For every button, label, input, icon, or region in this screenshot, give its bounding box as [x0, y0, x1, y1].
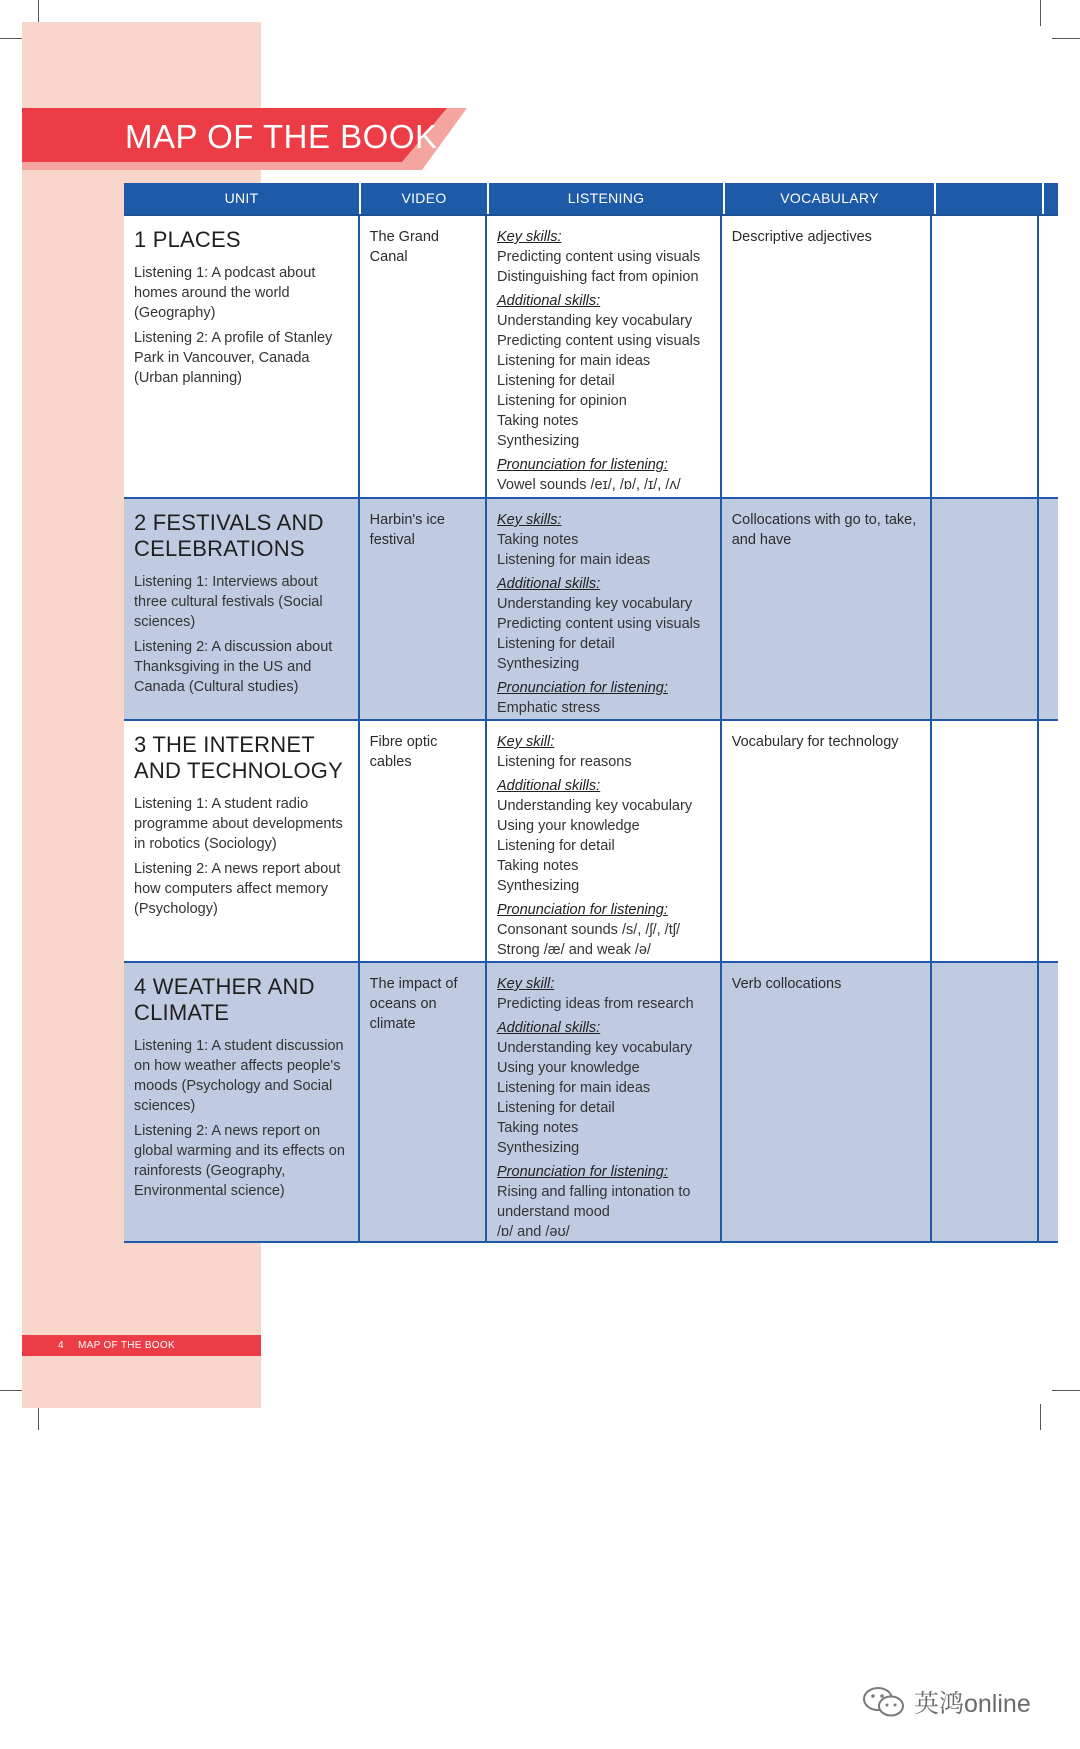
watermark-text: 英鸿online — [914, 1690, 1031, 1718]
extra-cell — [932, 721, 1039, 961]
skill-item: Listening for detail — [497, 373, 615, 389]
skill-item: Taking notes — [497, 858, 579, 874]
unit-title: 1 PLACES — [134, 227, 241, 252]
skill-item: Taking notes — [497, 1120, 579, 1136]
unit-listening-2: Listening 2: A profile of Stanley Park in Vancouver, Canada (Urban planning) — [134, 330, 333, 386]
listening-cell — [487, 963, 722, 1241]
skill-item: Understanding key vocabulary — [497, 596, 693, 612]
skills-heading: Key skills: — [497, 512, 562, 528]
skill-item: Vowel sounds /eɪ/, /ɒ/, /ɪ/, /ʌ/ — [497, 477, 681, 493]
listening-cell — [487, 499, 722, 719]
unit-listening-1: Listening 1: A podcast about homes around the world (Geography) — [134, 265, 316, 321]
skill-item: Listening for main ideas — [497, 1080, 651, 1096]
video-cell: The impact of oceans on climate — [360, 963, 487, 1241]
skill-item: Predicting content using visuals — [497, 249, 701, 265]
map-table — [124, 183, 1058, 1243]
skill-item: Synthesizing — [497, 433, 580, 449]
header-extra-2 — [1044, 183, 1058, 214]
header-listening: LISTENING — [489, 183, 725, 214]
crop-mark — [1052, 38, 1080, 39]
unit-listening-2: Listening 2: A discussion about Thanksgiving in the US and Canada (Cultural studies) — [134, 639, 333, 695]
skill-item: Taking notes — [497, 532, 579, 548]
extra-cell — [1039, 721, 1058, 961]
skill-item: Strong /æ/ and weak /ə/ — [497, 942, 651, 958]
skill-item: Synthesizing — [497, 1140, 580, 1156]
skills-heading: Pronunciation for listening: — [497, 902, 668, 918]
crop-mark — [1040, 1404, 1041, 1430]
unit-listening-1: Listening 1: Interviews about three cultural festivals (Social sciences) — [134, 574, 323, 630]
listening-cell — [487, 216, 722, 497]
listening-cell — [487, 721, 722, 961]
skill-item: Using your knowledge — [497, 818, 640, 834]
skill-item: /ɒ/ and /əʊ/ — [497, 1224, 570, 1240]
video-cell: The Grand Canal — [360, 216, 487, 497]
crop-mark — [1040, 0, 1041, 26]
skill-item: Synthesizing — [497, 656, 580, 672]
skills-heading: Additional skills: — [497, 778, 601, 794]
skill-item: Understanding key vocabulary — [497, 1040, 693, 1056]
wechat-icon — [862, 1686, 906, 1718]
skill-item: Predicting content using visuals — [497, 616, 701, 632]
unit-cell — [124, 963, 360, 1241]
crop-mark — [1052, 1390, 1080, 1391]
skills-heading: Pronunciation for listening: — [497, 457, 668, 473]
skill-item: Understanding key vocabulary — [497, 313, 693, 329]
skill-item: Listening for reasons — [497, 754, 632, 770]
header-video: VIDEO — [361, 183, 489, 214]
vocabulary-cell: Vocabulary for technology — [722, 721, 932, 961]
skill-item: Listening for detail — [497, 636, 615, 652]
skills-heading: Key skills: — [497, 229, 562, 245]
crop-mark — [0, 38, 24, 39]
table-row — [124, 721, 1058, 963]
skill-item: Rising and falling intonation to understand mood — [497, 1184, 691, 1220]
skills-heading: Additional skills: — [497, 293, 601, 309]
video-cell: Harbin's ice festival — [360, 499, 487, 719]
unit-listening-1: Listening 1: A student radio programme about developments in robotics (Sociology) — [134, 796, 343, 852]
skill-item: Understanding key vocabulary — [497, 798, 693, 814]
skill-item: Listening for opinion — [497, 393, 627, 409]
header-vocabulary: VOCABULARY — [725, 183, 936, 214]
skill-item: Synthesizing — [497, 878, 580, 894]
unit-listening-2: Listening 2: A news report on global warming and its effects on rainforests (Geography, Environmental science) — [134, 1123, 345, 1199]
extra-cell — [1039, 499, 1058, 719]
unit-cell — [124, 499, 360, 719]
skill-item: Predicting content using visuals — [497, 333, 701, 349]
skill-item: Distinguishing fact from opinion — [497, 269, 699, 285]
skill-item: Listening for detail — [497, 838, 615, 854]
title-banner — [22, 108, 484, 170]
video-cell: Fibre optic cables — [360, 721, 487, 961]
unit-listening-2: Listening 2: A news report about how computers affect memory (Psychology) — [134, 861, 341, 917]
skill-item: Listening for main ideas — [497, 353, 651, 369]
unit-title: 4 WEATHER AND CLIMATE — [134, 974, 315, 1025]
table-row — [124, 499, 1058, 721]
table-row — [124, 963, 1058, 1243]
table-header — [124, 183, 1058, 216]
vocabulary-cell: Verb collocations — [722, 963, 932, 1241]
footer-title: MAP OF THE BOOK — [78, 1340, 175, 1351]
extra-cell — [932, 963, 1039, 1241]
skills-heading: Key skill: — [497, 734, 555, 750]
unit-listening-1: Listening 1: A student discussion on how weather affects people's moods (Psychology and Social sciences) — [134, 1038, 344, 1114]
skill-item: Taking notes — [497, 413, 579, 429]
skills-heading: Additional skills: — [497, 1020, 601, 1036]
skills-heading: Pronunciation for listening: — [497, 1164, 668, 1180]
unit-title: 2 FESTIVALS AND CELEBRATIONS — [134, 510, 324, 561]
extra-cell — [1039, 963, 1058, 1241]
extra-cell — [1039, 216, 1058, 497]
skill-item: Using your knowledge — [497, 1060, 640, 1076]
extra-cell — [932, 499, 1039, 719]
skill-item: Listening for main ideas — [497, 552, 651, 568]
watermark — [862, 1685, 1031, 1719]
skills-heading: Pronunciation for listening: — [497, 680, 668, 696]
skills-heading: Key skill: — [497, 976, 555, 992]
table-row — [124, 216, 1058, 499]
vocabulary-cell: Descriptive adjectives — [722, 216, 932, 497]
crop-mark — [0, 1390, 24, 1391]
page-number: 4 — [58, 1340, 64, 1351]
page-title: MAP OF THE BOOK — [125, 118, 438, 155]
skill-item: Listening for detail — [497, 1100, 615, 1116]
vocabulary-cell: Collocations with go to, take, and have — [722, 499, 932, 719]
page-footer — [22, 1335, 261, 1356]
header-extra-1 — [936, 183, 1044, 214]
skill-item: Predicting ideas from research — [497, 996, 694, 1012]
skill-item: Consonant sounds /s/, /ʃ/, /tʃ/ — [497, 922, 680, 938]
extra-cell — [932, 216, 1039, 497]
unit-title: 3 THE INTERNET AND TECHNOLOGY — [134, 732, 343, 783]
skills-heading: Additional skills: — [497, 576, 601, 592]
unit-cell — [124, 721, 360, 961]
skill-item: Emphatic stress — [497, 700, 601, 716]
unit-cell — [124, 216, 360, 497]
header-unit: UNIT — [124, 183, 361, 214]
